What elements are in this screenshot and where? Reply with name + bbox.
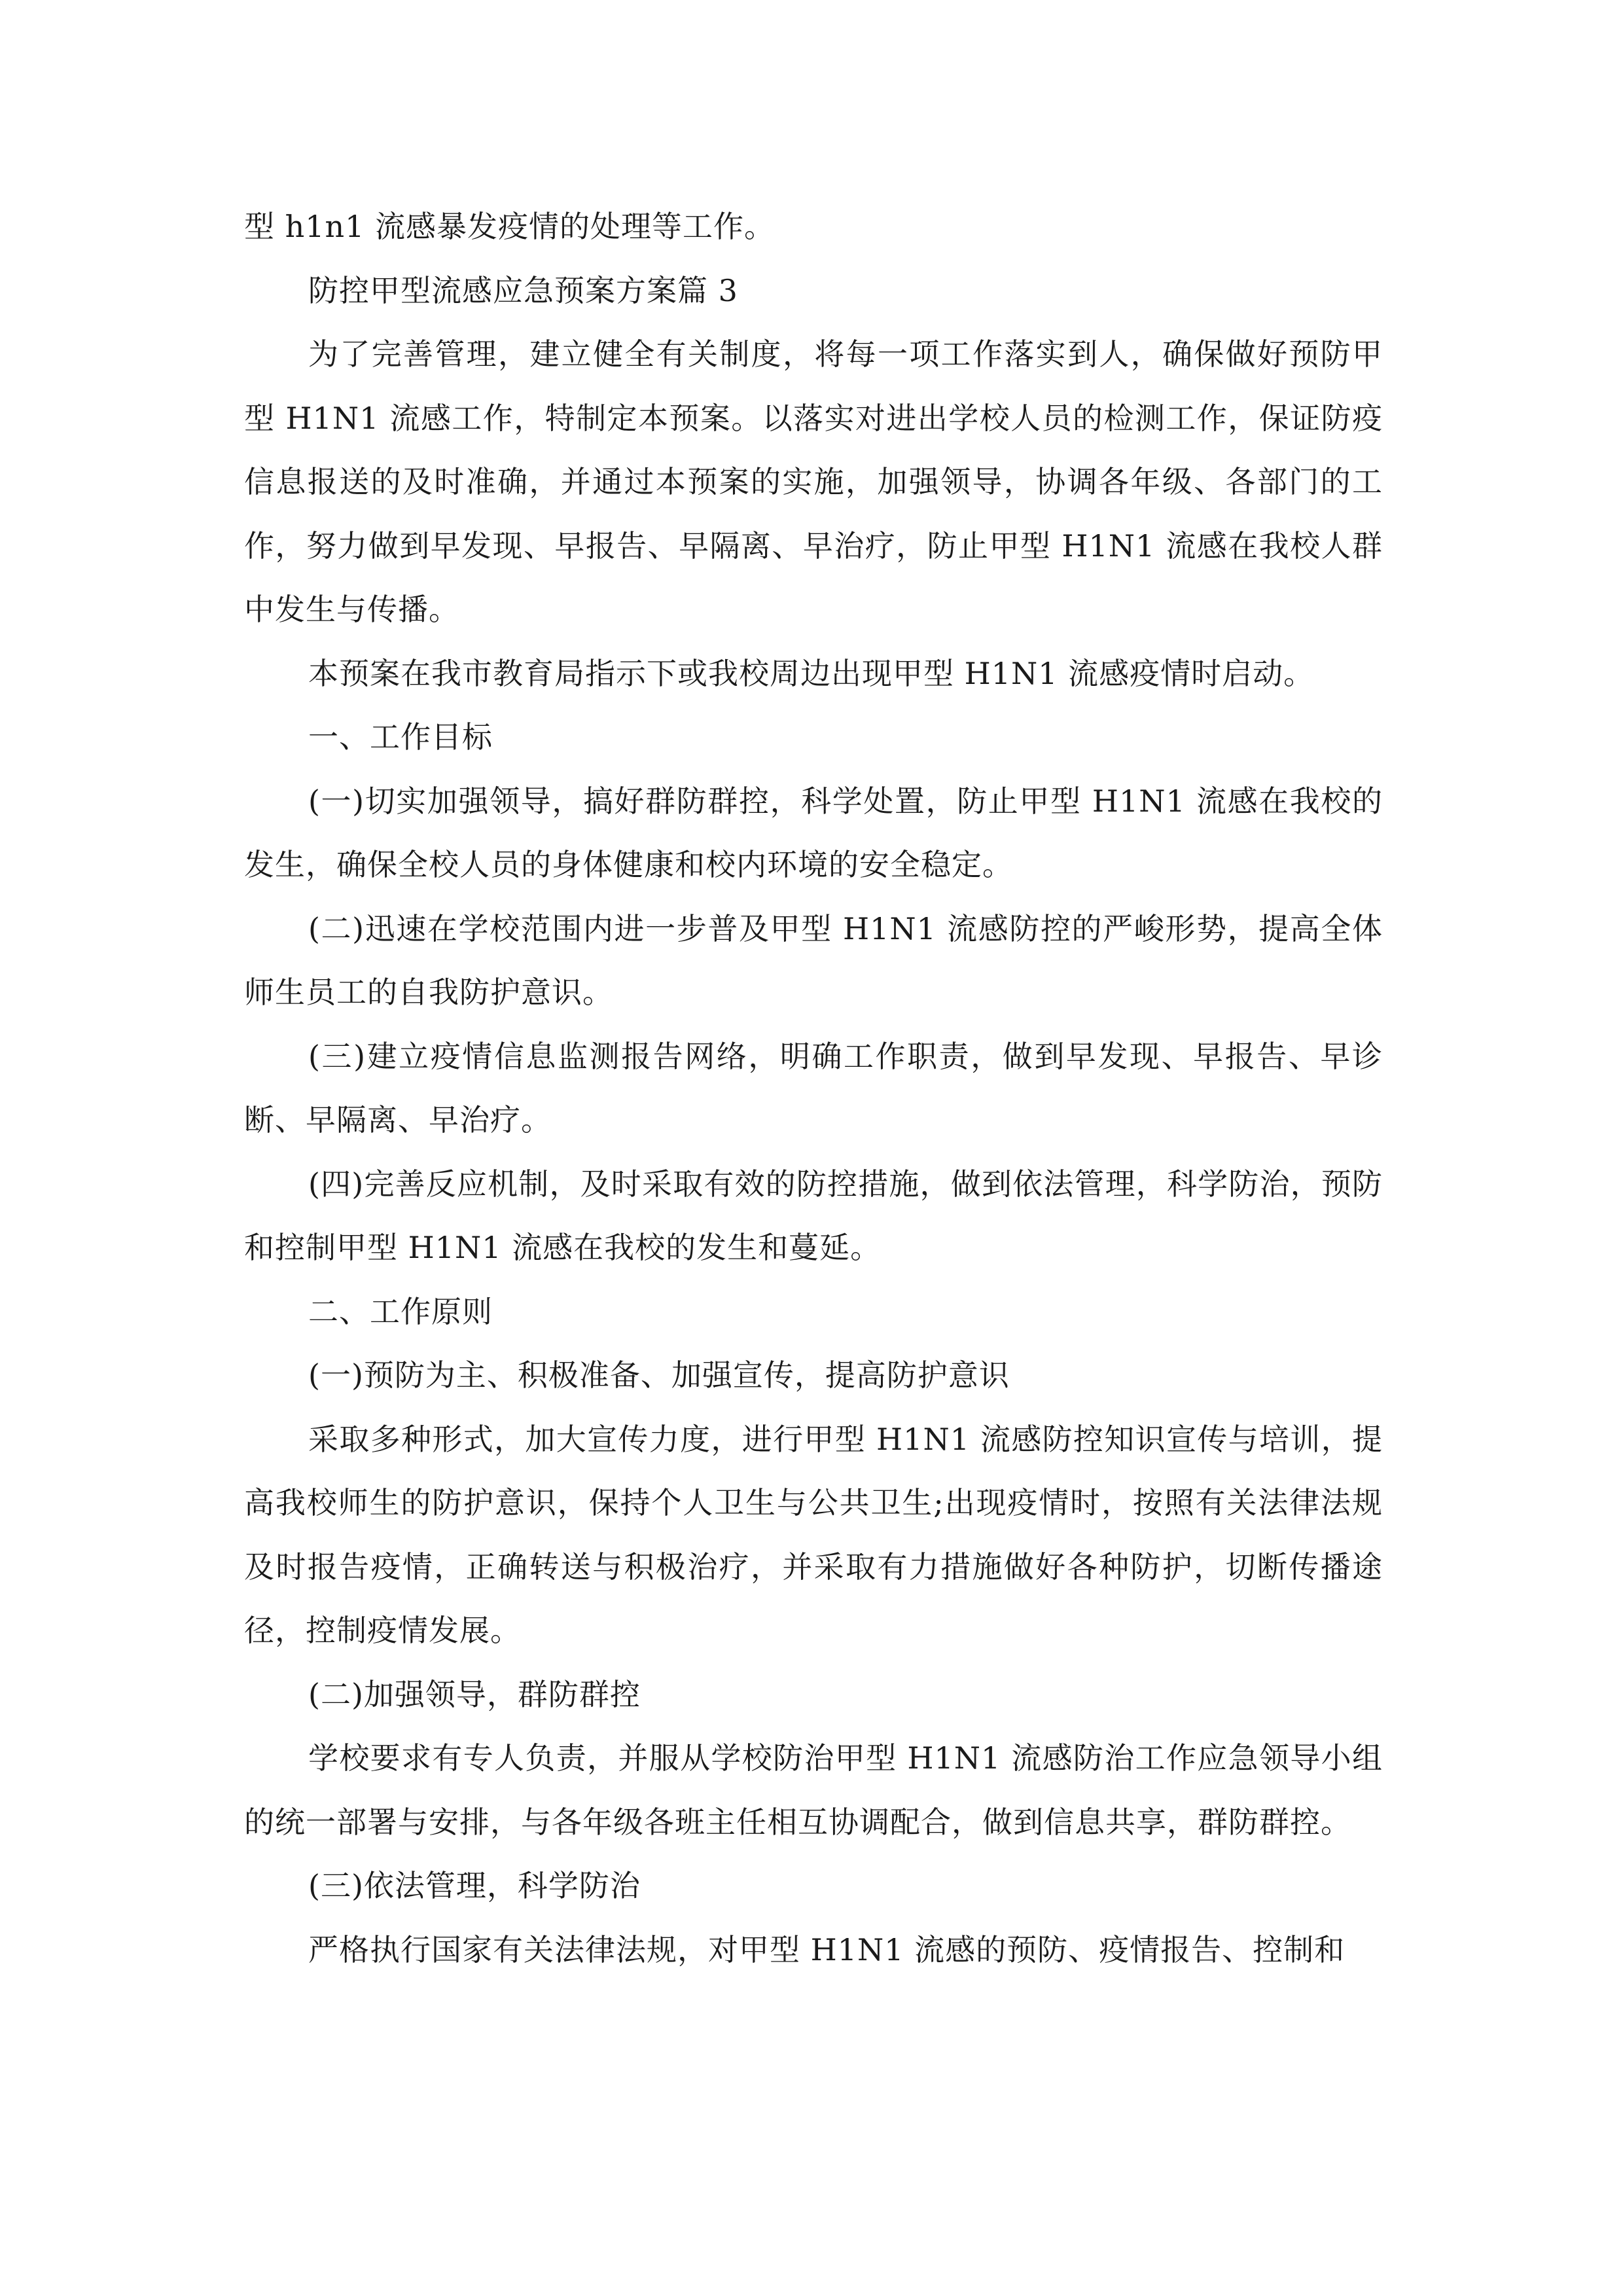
paragraph-intro: 为了完善管理，建立健全有关制度，将每一项工作落实到人，确保做好预防甲型 H1N1 流感工作，特制定本预案。以落实对进出学校人员的检测工作，保证防疫信息报送的及时准确，并通过本预案的实施，加强领导，协调各年级、各部门的工作，努力做到早发现、早报告、早隔离、早治疗，防止甲型 H1N1 流感在我校人群中发生与传播。 [244, 336, 1383, 627]
goal-item-3: (三)建立疫情信息监测报告网络，明确工作职责，做到早发现、早报告、早诊断、早隔离、早治疗。 [244, 1038, 1383, 1138]
principle-heading-1: (一)预防为主、积极准备、加强宣传，提高防护意识 [308, 1357, 1010, 1393]
goal-item-4: (四)完善反应机制，及时采取有效的防控措施，做到依法管理，科学防治，预防和控制甲型 H1N1 流感在我校的发生和蔓延。 [244, 1166, 1383, 1265]
principle-heading-2: (二)加强领导，群防群控 [308, 1676, 641, 1712]
principle-body-1: 采取多种形式，加大宣传力度，进行甲型 H1N1 流感防控知识宣传与培训，提高我校师生的防护意识，保持个人卫生与公共卫生;出现疫情时，按照有关法律法规及时报告疫情，正确转送与积极治疗，并采取有力措施做好各种防护，切断传播途径，控制疫情发展。 [244, 1421, 1383, 1648]
heading-work-principles: 二、工作原则 [308, 1293, 493, 1329]
goal-item-2: (二)迅速在学校范围内进一步普及甲型 H1N1 流感防控的严峻形势，提高全体师生员工的自我防护意识。 [244, 910, 1383, 1010]
heading-work-goals: 一、工作目标 [308, 719, 493, 755]
goal-item-1: (一)切实加强领导，搞好群防群控，科学处置，防止甲型 H1N1 流感在我校的发生，确保全校人员的身体健康和校内环境的安全稳定。 [244, 783, 1383, 882]
document-body [244, 195, 1383, 1982]
principle-body-2: 学校要求有专人负责，并服从学校防治甲型 H1N1 流感防治工作应急领导小组的统一部署与安排，与各年级各班主任相互协调配合，做到信息共享，群防群控。 [244, 1740, 1383, 1840]
paragraph-continuation: 型 h1n1 流感暴发疫情的处理等工作。 [244, 209, 776, 244]
principle-body-3: 严格执行国家有关法律法规，对甲型 H1N1 流感的预防、疫情报告、控制和 [308, 1931, 1346, 1967]
section-title-plan-3: 防控甲型流感应急预案方案篇 3 [308, 272, 738, 308]
paragraph-activation: 本预案在我市教育局指示下或我校周边出现甲型 H1N1 流感疫情时启动。 [308, 655, 1315, 691]
principle-heading-3: (三)依法管理，科学防治 [308, 1868, 641, 1903]
